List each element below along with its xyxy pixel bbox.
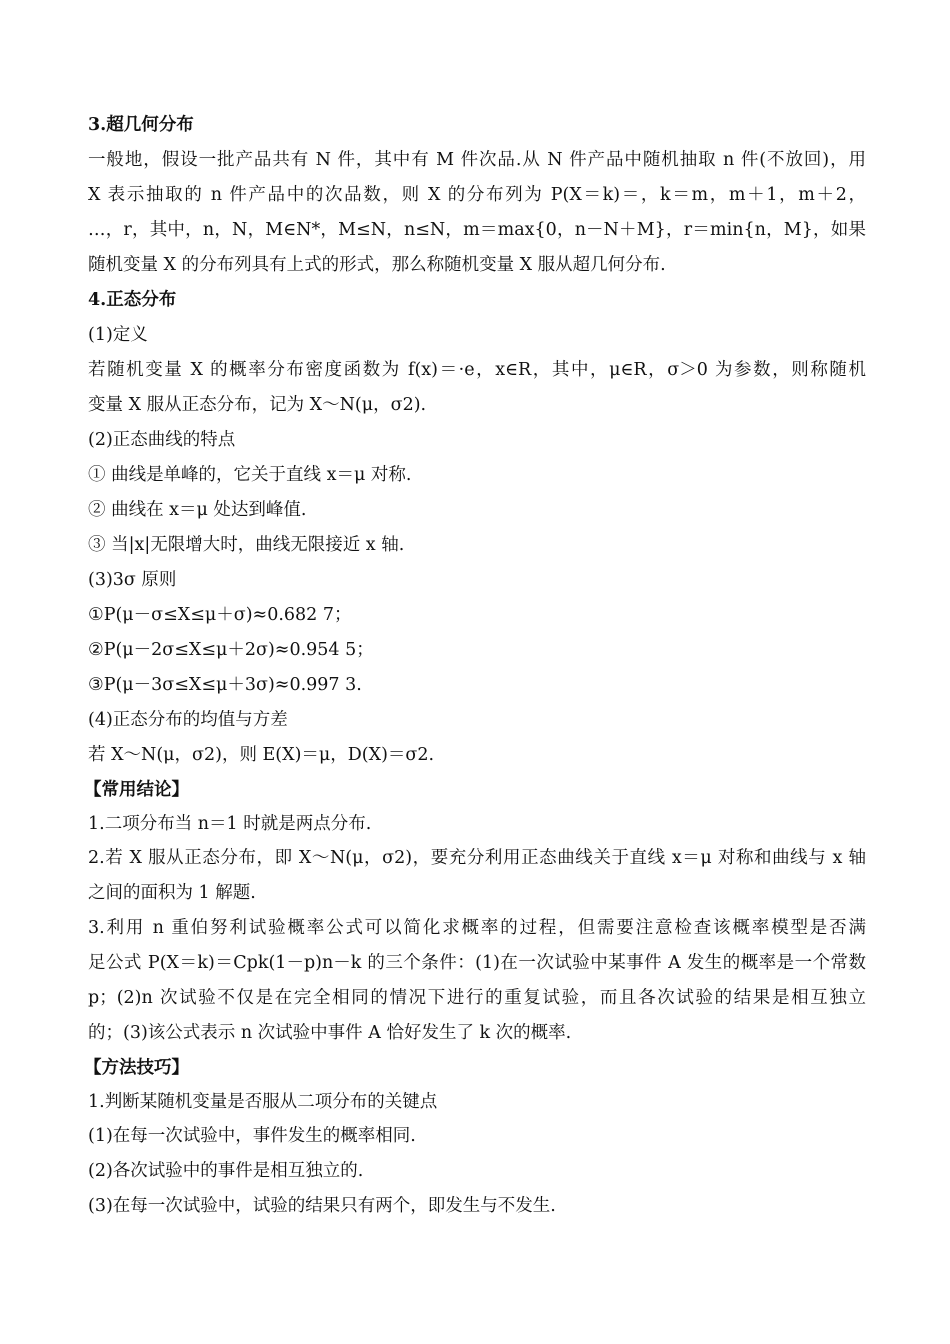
paragraph-line: 3.利用 n 重伯努利试验概率公式可以简化求概率的过程，但需要注意检查该概率模型是否满 (88, 918, 866, 938)
paragraph-line: 之间的面积为 1 解题. (88, 883, 256, 903)
paragraph-line: X 表示抽取的 n 件产品中的次品数，则 X 的分布列为 P(X＝k)＝，k＝m，m＋1，m＋2， (88, 185, 866, 205)
section-title-normal: 4.正态分布 (88, 290, 177, 310)
paragraph-line: 足公式 P(X＝k)＝Cpk(1－p)n－k 的三个条件：(1)在一次试验中某事件 A 发生的概率是一个常数 (88, 953, 866, 973)
subheading-curve: (2)正态曲线的特点 (88, 430, 236, 450)
paragraph-line: 若随机变量 X 的概率分布密度函数为 f(x)＝·e，x∈R，其中，μ∈R，σ＞0 为参数，则称随机 (88, 360, 866, 380)
paragraph-line: 2.若 X 服从正态分布，即 X～N(μ，σ2)，要充分利用正态曲线关于直线 x＝μ 对称和曲线与 x 轴 (88, 848, 866, 868)
list-item: ① 曲线是单峰的，它关于直线 x＝μ 对称. (88, 465, 412, 485)
paragraph-line: 若 X～N(μ，σ2)，则 E(X)＝μ，D(X)＝σ2. (88, 745, 435, 765)
paragraph-line: 变量 X 服从正态分布，记为 X～N(μ，σ2). (88, 395, 427, 415)
section-title-conclusions: 【常用结论】 (84, 780, 189, 800)
subheading-mean-variance: (4)正态分布的均值与方差 (88, 710, 288, 730)
paragraph-line: 一般地，假设一批产品共有 N 件，其中有 M 件次品.从 N 件产品中随机抽取 n 件(不放回)，用 (88, 150, 866, 170)
list-item: ② 曲线在 x＝μ 处达到峰值. (88, 500, 307, 520)
list-item: ①P(μ－σ≤X≤μ＋σ)≈0.682 7； (88, 605, 352, 625)
paragraph-line: …，r，其中，n，N，M∈N*，M≤N，n≤N，m＝max{0，n－N＋M}，r＝min{n，M}，如果 (88, 220, 866, 240)
paragraph-line: p；(2)n 次试验不仅是在完全相同的情况下进行的重复试验，而且各次试验的结果是相互独立 (88, 988, 866, 1008)
list-item: ③ 当|x|无限增大时，曲线无限接近 x 轴. (88, 535, 405, 555)
list-item: (1)在每一次试验中，事件发生的概率相同. (88, 1126, 416, 1146)
list-item: (3)在每一次试验中，试验的结果只有两个，即发生与不发生. (88, 1196, 556, 1216)
paragraph-line: 1.判断某随机变量是否服从二项分布的关键点 (88, 1092, 438, 1112)
paragraph-line: 的；(3)该公式表示 n 次试验中事件 A 恰好发生了 k 次的概率. (88, 1023, 572, 1043)
section-title-hypergeometric: 3.超几何分布 (88, 115, 194, 135)
paragraph-line: 随机变量 X 的分布列具有上式的形式，那么称随机变量 X 服从超几何分布. (88, 255, 666, 275)
list-item: ③P(μ－3σ≤X≤μ＋3σ)≈0.997 3. (88, 675, 362, 695)
list-item: (2)各次试验中的事件是相互独立的. (88, 1161, 364, 1181)
section-title-techniques: 【方法技巧】 (84, 1058, 189, 1078)
subheading-3sigma: (3)3σ 原则 (88, 570, 177, 590)
list-item: ②P(μ－2σ≤X≤μ＋2σ)≈0.954 5； (88, 640, 374, 660)
paragraph-line: 1.二项分布当 n＝1 时就是两点分布. (88, 814, 372, 834)
document-page (84, 108, 866, 1224)
subheading-definition: (1)定义 (88, 325, 148, 345)
